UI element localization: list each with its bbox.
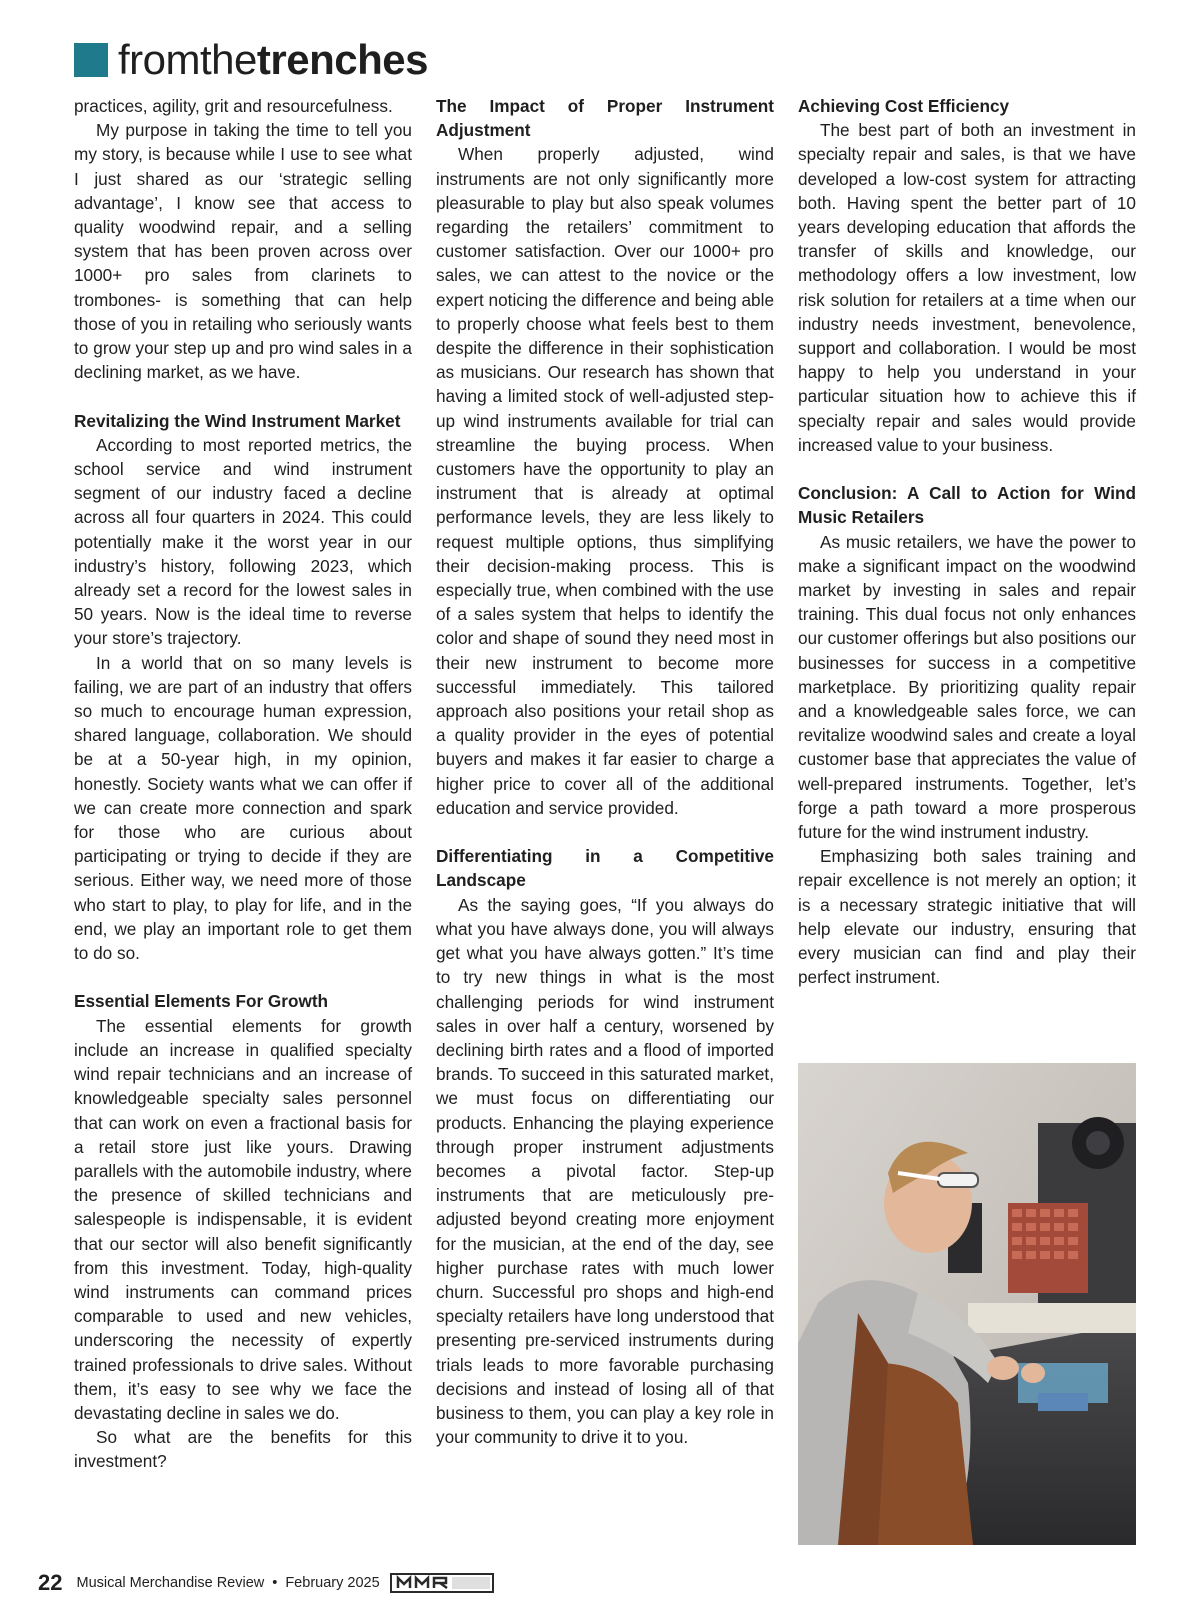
page-number: 22 xyxy=(38,1570,63,1595)
publication-name: Musical Merchandise Review xyxy=(76,1575,265,1591)
article-column-2 xyxy=(436,94,774,1449)
paragraph: When properly adjusted, wind instruments are not only significantly more pleasurable to play but also speak volumes regarding the retailers’ commitment to customer satisfaction. Over our 1000+ pro sales, we can attest to the novice or the expert noticing the difference and being able to properly choose what feels best to them despite the difference in their sophistication as musicians. Our research has shown that having a limited stock of well-adjusted step-up wind instruments available for trial can streamline the buying process. When customers have the opportunity to play an instrument that is already at optimal performance levels, they are less likely to request multiple options, thus simplifying their decision-making process. This is especially true, when combined with the use of a sales system that helps to identify the color and shape of sound they need most in their new instrument to become more successful immediately. This tailored approach also positions your retail shop as a quality provider in the eyes of potential buyers and makes it far easier to charge a higher price to cover all of the additional education and service provided. xyxy=(436,144,774,818)
paragraph: The best part of both an investment in specialty repair and sales, is that we have developed a low-cost system for attracting both. Having spent the better part of 10 years developing education that affords the transfer of skills and knowledge, our methodology offers a low investment, low risk solution for retailers at a time when our industry needs investment, benevolence, support and collaboration. I would be most happy to help you understand in your particular situation how to achieve this if specialty repair and sales would provide increased value to your business. xyxy=(798,120,1136,455)
header-title-light: fromthe xyxy=(118,36,257,83)
paragraph: practices, agility, grit and resourcefulness. xyxy=(74,96,393,116)
header-accent-square xyxy=(74,43,108,77)
paragraph: Emphasizing both sales training and repair excellence is not merely an option; it is a necessary strategic initiative that will help elevate our industry, ensuring that every musician can find and play their perfect instrument. xyxy=(798,846,1136,988)
article-column-1 xyxy=(74,94,412,1474)
paragraph: So what are the benefits for this investment? xyxy=(74,1427,412,1472)
footer-separator: • xyxy=(272,1575,278,1591)
header-title-bold: trenches xyxy=(256,36,428,83)
paragraph: The essential elements for growth include an increase in qualified specialty wind repair technicians and an increase of knowledgeable specialty sales personnel that can work on even a fractional basis for a retail store just like yours. Drawing parallels with the automobile industry, where the presence of skilled technicians and salespeople is indispensable, it is evident that our sector will also benefit significantly from this investment. Today, high-quality wind instruments can command prices comparable to used and new vehicles, underscoring the necessity of expertly trained professionals to drive sales. Without them, it’s easy to see why we face the devastating decline in sales we do. xyxy=(74,1015,412,1423)
section-heading: Achieving Cost Efficiency xyxy=(798,96,1010,116)
issue-date: February 2025 xyxy=(285,1575,380,1591)
section-heading: Conclusion: A Call to Action for Wind Music Retailers xyxy=(798,483,1136,528)
section-heading: The Impact of Proper Instrument Adjustment xyxy=(436,96,774,141)
paragraph: As the saying goes, “If you always do what you have always done, you will always get what you have always gotten.” It’s time to try new things in what is the most challenging periods for wind instrument sales in over half a century, worsened by declining birth rates and a flood of imported brands. To succeed in this saturated market, we must focus on differentiating our products. Enhancing the playing experience through proper instrument adjustments becomes a pivotal factor. Step-up instruments that are meticulously pre-adjusted beyond creating more enjoyment for the musician, at the end of the day, see higher purchase rates with much lower churn. Successful pro shops and high-end specialty retailers have long understood that presenting pre-serviced instruments during trials leads to more favorable purchasing decisions and instead of losing all of that business to them, you can play a key role in your community to drive it to you. xyxy=(436,894,774,1448)
article-photo-technician xyxy=(798,1063,1136,1545)
paragraph: As music retailers, we have the power to make a significant impact on the woodwind market by investing in sales and repair training. This dual focus not only enhances our customer offerings but also positions our businesses for success in a competitive marketplace. By prioritizing quality repair and a knowledgeable sales force, we can revitalize woodwind sales and create a loyal customer base that appreciates the value of well-prepared instruments. Together, let’s forge a path toward a more prosperous future for the wind instrument industry. xyxy=(798,531,1136,843)
section-heading: Revitalizing the Wind Instrument Market xyxy=(74,410,401,431)
mmr-logo xyxy=(390,1573,494,1593)
section-heading: Essential Elements For Growth xyxy=(74,991,329,1012)
section-heading: Differentiating in a Competitive Landscape xyxy=(436,846,774,891)
article-column-3 xyxy=(798,94,1136,990)
paragraph: In a world that on so many levels is failing, we are part of an industry that offers so much to encourage human expression, shared language, collaboration. We should be at a 50-year high, in my opinion, honestly. Society wants what we can offer if we can create more connection and spark for those who are curious about participating or trying to decide if they are serious. Either way, we need more of those who start to play, to play for life, and in the end, we play an important role to get them to do so. xyxy=(74,652,412,964)
paragraph: My purpose in taking the time to tell you my story, is because while I use to see what I just shared as our ‘strategic selling advantage’, I know see that access to quality woodwind repair, and a selling system that has been proven across over 1000+ pro sales from clarinets to trombones- is something that can help those of you in retailing who seriously wants to grow your step up and pro wind sales in a declining market, as we have. xyxy=(74,120,412,383)
paragraph: According to most reported metrics, the school service and wind instrument segment of our industry faced a decline across all four quarters in 2024. This could potentially make it the worst year in our industry’s history, following 2023, which already set a record for the lowest sales in 50 years. Now is the ideal time to reverse your store’s trajectory. xyxy=(74,434,412,649)
section-header xyxy=(74,36,428,84)
page-footer xyxy=(38,1568,494,1598)
